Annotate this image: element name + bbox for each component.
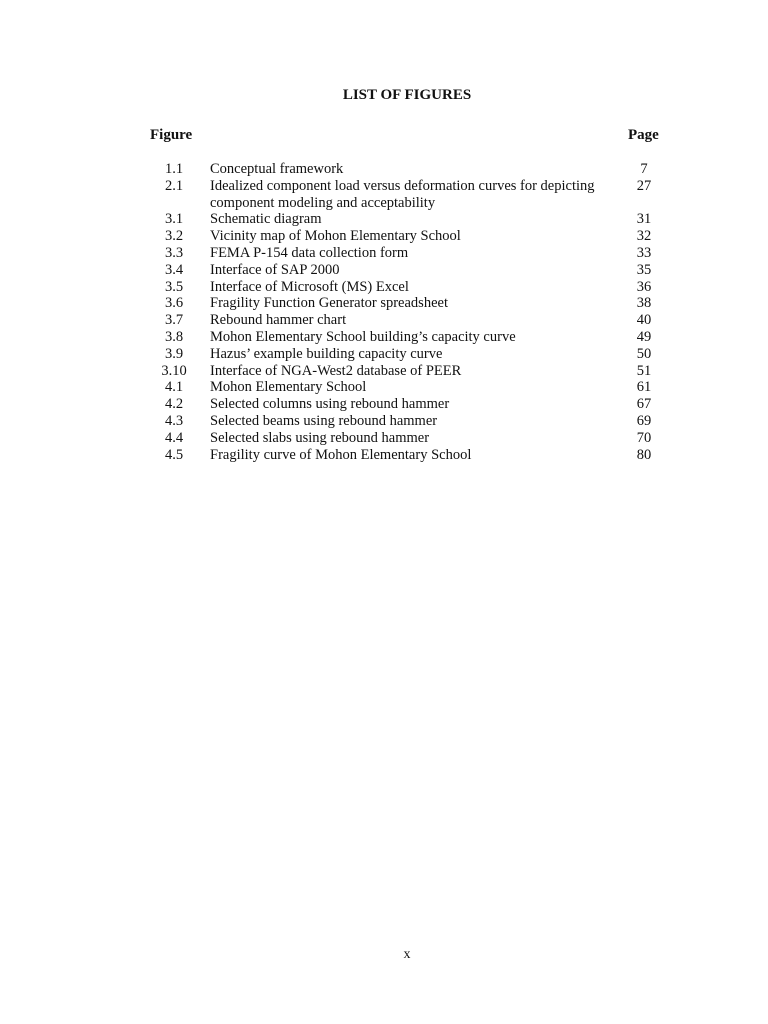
- figure-page: 80: [636, 446, 652, 463]
- figure-page: 61: [636, 379, 652, 396]
- figure-page: 35: [636, 261, 652, 278]
- figure-number: 3.3: [164, 244, 184, 261]
- figure-number: 3.1: [164, 211, 184, 228]
- page-title: LIST OF FIGURES: [342, 87, 472, 103]
- figure-page: 36: [636, 278, 652, 295]
- figure-caption: Fragility curve of Mohon Elementary School: [210, 446, 472, 463]
- figure-number: 3.5: [164, 278, 184, 295]
- figure-number: 4.2: [164, 396, 184, 413]
- list-item: [0, 245, 768, 262]
- figure-number: 4.3: [164, 412, 184, 429]
- figure-number: 3.7: [164, 312, 184, 329]
- figure-caption: Interface of SAP 2000: [210, 261, 340, 278]
- page-column-header: Page: [628, 127, 659, 143]
- list-item: [0, 161, 768, 178]
- figure-number: 3.9: [164, 345, 184, 362]
- figure-number: 4.4: [164, 429, 184, 446]
- list-item: [0, 211, 768, 228]
- figure-page: 51: [636, 362, 652, 379]
- figure-page: 31: [636, 211, 652, 228]
- list-item: [0, 329, 768, 346]
- figure-caption: Selected slabs using rebound hammer: [210, 429, 430, 446]
- figure-page: 49: [636, 328, 652, 345]
- figure-page: 7: [640, 161, 648, 177]
- figure-number: 3.2: [164, 228, 184, 245]
- figure-caption: Idealized component load versus deformation curves for depicting component modeling and acceptability: [210, 177, 595, 211]
- figure-caption: Mohon Elementary School: [210, 379, 367, 396]
- list-item: [0, 279, 768, 296]
- figure-caption: Fragility Function Generator spreadsheet: [210, 295, 448, 312]
- figure-number: 3.6: [164, 295, 184, 312]
- figure-caption: Hazus’ example building capacity curve: [210, 345, 443, 362]
- list-item: [0, 363, 768, 380]
- figure-caption: Selected beams using rebound hammer: [210, 412, 438, 429]
- figure-page: 27: [636, 177, 652, 194]
- figure-column-header: Figure: [150, 127, 193, 143]
- figure-number: 1.1: [164, 161, 184, 177]
- list-item: [0, 396, 768, 413]
- list-item: [0, 346, 768, 363]
- figure-page: 67: [636, 396, 652, 413]
- figure-number: 3.8: [164, 328, 184, 345]
- figure-caption: Schematic diagram: [210, 211, 322, 228]
- figure-number: 2.1: [164, 177, 184, 194]
- figure-caption: Selected columns using rebound hammer: [210, 396, 450, 413]
- figure-caption: Vicinity map of Mohon Elementary School: [210, 228, 461, 245]
- figure-caption: Rebound hammer chart: [210, 312, 347, 329]
- figure-caption: FEMA P-154 data collection form: [210, 244, 409, 261]
- figure-caption: Interface of Microsoft (MS) Excel: [210, 278, 409, 295]
- figure-number: 4.5: [164, 446, 184, 463]
- figure-page: 70: [636, 429, 652, 446]
- figure-number: 3.10: [161, 362, 187, 379]
- figure-list: [0, 161, 768, 463]
- list-item: [0, 262, 768, 279]
- figure-page: 32: [636, 228, 652, 245]
- list-item: [0, 312, 768, 329]
- list-item: [0, 295, 768, 312]
- figure-page: 33: [636, 244, 652, 261]
- list-item: [0, 413, 768, 430]
- figure-page: 69: [636, 412, 652, 429]
- figure-number: 3.4: [164, 261, 184, 278]
- figure-page: 38: [636, 295, 652, 312]
- list-item: [0, 379, 768, 396]
- figure-page: 40: [636, 312, 652, 329]
- list-item: [0, 447, 768, 464]
- list-item: [0, 228, 768, 245]
- list-item: [0, 430, 768, 447]
- figure-caption: Conceptual framework: [210, 161, 344, 177]
- figure-caption: Interface of NGA-West2 database of PEER: [210, 362, 462, 379]
- page-number: x: [403, 947, 411, 962]
- figure-caption: Mohon Elementary School building’s capacity curve: [210, 328, 516, 345]
- figure-number: 4.1: [164, 379, 184, 396]
- list-item: [0, 178, 768, 212]
- figure-page: 50: [636, 345, 652, 362]
